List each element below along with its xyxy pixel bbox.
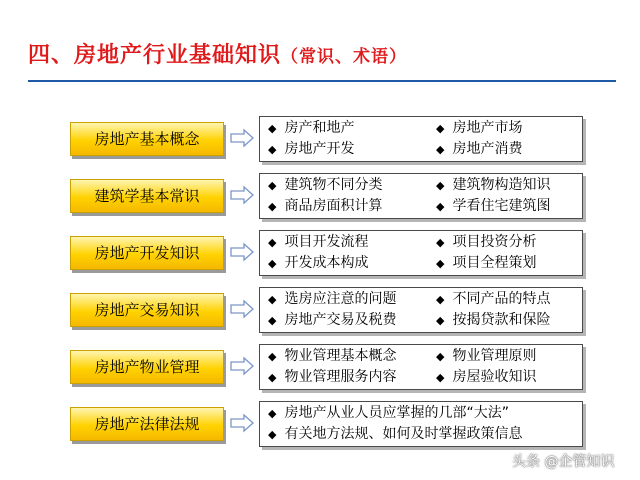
topic-item: ◆ 物业管理服务内容 [268, 369, 397, 385]
topic-item: ◆ 有关地方法规、如何及时掌握政策信息 [268, 426, 523, 442]
topic-item: ◆ 项目全程策划 [436, 255, 537, 271]
category-label: 建筑学基本常识 [70, 179, 224, 213]
section-row [0, 230, 640, 274]
diamond-bullet-icon: ◆ [268, 236, 277, 249]
title-main: 四、房地产行业基础知识 [28, 43, 282, 68]
topic-item: ◆ 房屋验收知识 [436, 369, 537, 385]
section-row [0, 287, 640, 331]
topic-item: ◆ 开发成本构成 [268, 255, 369, 271]
page-title [28, 38, 407, 69]
topic-item: ◆ 按揭贷款和保险 [436, 312, 551, 328]
arrow-right-icon [230, 413, 254, 433]
arrow-right-icon [230, 185, 254, 205]
diamond-bullet-icon: ◆ [436, 350, 445, 363]
diamond-bullet-icon: ◆ [268, 293, 277, 306]
topic-item: ◆ 学看住宅建筑图 [436, 198, 551, 214]
diamond-bullet-icon: ◆ [436, 236, 445, 249]
diamond-bullet-icon: ◆ [436, 293, 445, 306]
topic-item: ◆ 房地产消费 [436, 141, 523, 157]
section-row [0, 401, 640, 445]
title-sub: （常识、术语） [281, 47, 408, 67]
arrow-right-icon [230, 299, 254, 319]
diamond-bullet-icon: ◆ [436, 314, 445, 327]
category-label: 房地产开发知识 [70, 236, 224, 270]
diamond-bullet-icon: ◆ [436, 179, 445, 192]
title-divider [28, 80, 616, 82]
diamond-bullet-icon: ◆ [268, 257, 277, 270]
category-label: 房地产法律法规 [70, 407, 224, 441]
topic-item: ◆ 建筑物构造知识 [436, 177, 551, 193]
topic-item: ◆ 项目投资分析 [436, 234, 537, 250]
topic-item: ◆ 房地产从业人员应掌握的几部“大法” [268, 405, 509, 421]
topic-item: ◆ 房产和地产 [268, 120, 355, 136]
diamond-bullet-icon: ◆ [268, 200, 277, 213]
topic-item: ◆ 房地产交易及税费 [268, 312, 397, 328]
topic-box [259, 344, 583, 390]
diamond-bullet-icon: ◆ [436, 143, 445, 156]
diamond-bullet-icon: ◆ [268, 179, 277, 192]
topic-box [259, 173, 583, 219]
topic-item: ◆ 房地产开发 [268, 141, 355, 157]
topic-item: ◆ 项目开发流程 [268, 234, 369, 250]
topic-item: ◆ 不同产品的特点 [436, 291, 551, 307]
topic-item: ◆ 商品房面积计算 [268, 198, 383, 214]
arrow-right-icon [230, 128, 254, 148]
section-row [0, 116, 640, 160]
diamond-bullet-icon: ◆ [268, 350, 277, 363]
category-label: 房地产基本概念 [70, 122, 224, 156]
diamond-bullet-icon: ◆ [436, 200, 445, 213]
topic-item: ◆ 房地产市场 [436, 120, 523, 136]
topic-item: ◆ 建筑物不同分类 [268, 177, 383, 193]
diamond-bullet-icon: ◆ [268, 407, 277, 420]
topic-box [259, 401, 583, 447]
section-row [0, 344, 640, 388]
diamond-bullet-icon: ◆ [436, 122, 445, 135]
diamond-bullet-icon: ◆ [268, 314, 277, 327]
arrow-right-icon [230, 356, 254, 376]
topic-item: ◆ 物业管理原则 [436, 348, 537, 364]
topic-item: ◆ 选房应注意的问题 [268, 291, 397, 307]
diamond-bullet-icon: ◆ [436, 371, 445, 384]
watermark: 头条 @企管知识 [512, 454, 615, 470]
topic-box [259, 230, 583, 276]
category-label: 房地产物业管理 [70, 350, 224, 384]
arrow-right-icon [230, 242, 254, 262]
diamond-bullet-icon: ◆ [436, 257, 445, 270]
section-row [0, 173, 640, 217]
topic-box [259, 287, 583, 333]
diamond-bullet-icon: ◆ [268, 428, 277, 441]
diamond-bullet-icon: ◆ [268, 122, 277, 135]
topic-item: ◆ 物业管理基本概念 [268, 348, 397, 364]
category-label: 房地产交易知识 [70, 293, 224, 327]
diamond-bullet-icon: ◆ [268, 143, 277, 156]
topic-box [259, 116, 583, 162]
diamond-bullet-icon: ◆ [268, 371, 277, 384]
